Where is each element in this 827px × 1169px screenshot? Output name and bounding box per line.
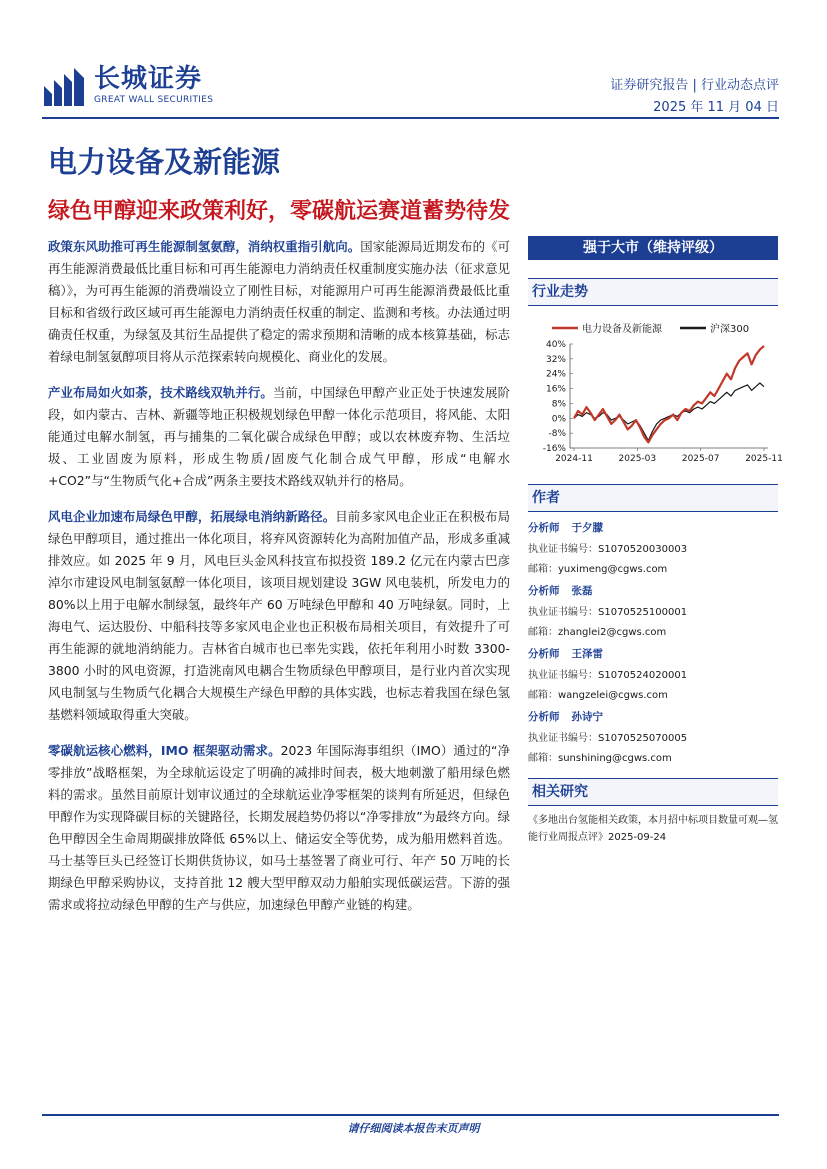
email-link[interactable]: sunshining@cgws.com bbox=[558, 753, 672, 764]
analyst-list bbox=[528, 520, 778, 764]
analyst-entry bbox=[528, 646, 778, 701]
sector-title: 电力设备及新能源 bbox=[48, 145, 281, 179]
paragraph-wind bbox=[48, 506, 510, 726]
paragraph-shipping bbox=[48, 740, 510, 916]
y-tick-label: 0% bbox=[551, 414, 566, 425]
author-heading: 作者 bbox=[528, 484, 778, 512]
report-date: 2025 年 11 月 04 日 bbox=[653, 100, 779, 115]
analyst-entry bbox=[528, 583, 778, 638]
analyst-role: 分析师 bbox=[528, 522, 560, 534]
cert-number: S1070525070005 bbox=[598, 733, 688, 744]
series-line-sector bbox=[574, 346, 764, 443]
legend-label: 电力设备及新能源 bbox=[582, 324, 662, 335]
paragraph-text: 国家能源局近期发布的《可再生能源消费最低比重目标和可再生能源电力消纳责任权重制度实施办法（征求意见稿）》，为可再生能源的消费端设立了刚性目标，对能源用户可再生能源消费最低比重目标和省级行政区域可再生能源电力消纳责任权重的制定、监测和考核。办法通过明确责任权重，为绿氢及其衍生品提供了稳定的需求预期和清晰的成本核算基础，标志着绿电制氢氨醇项目将从示范探索转向规模化、商业化的发展。 bbox=[48, 239, 511, 364]
email-link[interactable]: wangzelei@cgws.com bbox=[558, 690, 668, 701]
email-link[interactable]: yuximeng@cgws.com bbox=[558, 564, 668, 575]
email-label: 邮箱： bbox=[528, 690, 558, 701]
analyst-name: 于夕朦 bbox=[571, 522, 603, 534]
rating-badge: 强于大市（维持评级） bbox=[528, 236, 778, 260]
paragraph-lead: 零碳航运核心燃料，IMO 框架驱动需求。 bbox=[48, 743, 281, 758]
y-tick-label: 32% bbox=[545, 354, 566, 365]
y-tick-label: 8% bbox=[551, 399, 566, 410]
company-logo bbox=[42, 64, 220, 108]
cert-number: S1070525100001 bbox=[598, 607, 688, 618]
paragraph-lead: 产业布局如火如荼，技术路线双轨并行。 bbox=[48, 385, 273, 400]
trend-heading: 行业走势 bbox=[528, 278, 778, 306]
related-research-heading: 相关研究 bbox=[528, 778, 778, 806]
analyst-name: 张磊 bbox=[571, 585, 593, 597]
analyst-entry bbox=[528, 709, 778, 764]
paragraph-policy bbox=[48, 236, 510, 368]
paragraph-text: 2023 年国际海事组织（IMO）通过的“净零排放”战略框架，为全球航运设定了明确的减排时间表，极大地刺激了船用绿色燃料的需求。虽然目前原计划审议通过的全球航运业净零框架的谈判有所延迟，但绿色甲醇作为实现降碳目标的关键路径，长期发展趋势仍将以“净零排放”为最终方向。绿色甲醇因全生命周期碳排放降低 65%以上、储运安全等优势，成为船用燃料首选。马士基等巨头已经签订长期供货协议，如马士基签署了商业可行、年产 50 万吨的长期绿色甲醇采购协议，支持首批 12 艘大型甲醇双动力船舶实现低碳运营。下游的强需求或将拉动绿色甲醇的生产与供应，加速绿色甲醇产业链的构建。 bbox=[48, 743, 510, 912]
report-headline: 绿色甲醇迎来政策利好，零碳航运赛道蓄势待发 bbox=[48, 199, 511, 224]
great-wall-logo-icon bbox=[42, 64, 88, 108]
y-tick-label: -8% bbox=[548, 429, 566, 440]
cert-number: S1070524020001 bbox=[598, 670, 688, 681]
y-tick-label: 40% bbox=[545, 340, 566, 350]
analyst-role: 分析师 bbox=[528, 711, 560, 723]
paragraph-lead: 风电企业加速布局绿色甲醇，拓展绿电消纳新路径。 bbox=[48, 509, 336, 524]
email-label: 邮箱： bbox=[528, 753, 558, 764]
paragraph-text: 目前多家风电企业正在积极布局绿色甲醇项目，通过推出一体化项目，将弃风资源转化为高附加值产品，形成多重减排效应。如 2025 年 9 月，风电巨头金风科技宣布拟投资 189.2 亿元在内蒙古巴彦淖尔市建设风电制氢氨醇一体化项目，该项目规划建设 3GW 风电装机，所发电力的 80%以上用于电解水制绿氢，最终年产 60 万吨绿色甲醇和 40 万吨绿氨。同时，上海电气、运达股份、中船科技等多家风电企业也正积极布局相关项目，有效提升了可再生能源的就地消纳能力。吉林省白城市也已率先实践，依托年利用小时数 3300-3800 小时的风电资源，打造洮南风电耦合生物质绿色甲醇项目，是行业内首次实现风电制氢与生物质气化耦合大规模生产绿色甲醇的具体实践，也标志着我国在绿色氢基燃料领域取得重大突破。 bbox=[48, 509, 510, 722]
y-tick-label: 16% bbox=[545, 384, 566, 395]
logo-chinese-name: 长城证券 bbox=[94, 64, 203, 94]
cert-label: 执业证书编号： bbox=[528, 733, 598, 744]
cert-label: 执业证书编号： bbox=[528, 670, 598, 681]
report-type: 证券研究报告 | 行业动态点评 bbox=[610, 78, 779, 93]
related-research-link[interactable]: 《多地出台氢能相关政策，本月招中标项目数量可观—氢能行业周报点评》2025-09-24 bbox=[528, 815, 778, 843]
report-body bbox=[48, 236, 510, 930]
paragraph-text: 当前，中国绿色甲醇产业正处于快速发展阶段，如内蒙古、吉林、新疆等地正积极规划绿色甲醇一体化示范项目，将风能、太阳能通过电解水制氢，再与捕集的二氧化碳合成绿色甲醇；或以农林废弃物、生活垃圾、工业固废为原料，形成生物质/固废气化制合成气甲醇，形成“电解水+CO2”与“生物质气化+合成”两条主要技术路线双轨并行的格局。 bbox=[48, 385, 511, 488]
header-divider bbox=[42, 117, 779, 119]
series-line-benchmark bbox=[574, 383, 764, 441]
cert-label: 执业证书编号： bbox=[528, 607, 598, 618]
sidebar bbox=[528, 236, 783, 846]
y-tick-label: -16% bbox=[542, 444, 566, 454]
email-label: 邮箱： bbox=[528, 627, 558, 638]
x-tick-label: 2025-03 bbox=[618, 454, 657, 464]
cert-number: S1070520030003 bbox=[598, 544, 688, 555]
analyst-name: 孙诗宁 bbox=[571, 711, 603, 723]
footer-disclaimer: 请仔细阅读本报告末页声明 bbox=[347, 1122, 480, 1135]
analyst-role: 分析师 bbox=[528, 585, 560, 597]
x-tick-label: 2025-07 bbox=[681, 454, 720, 464]
email-link[interactable]: zhanglei2@cgws.com bbox=[558, 627, 667, 638]
footer-divider bbox=[42, 1114, 779, 1116]
x-tick-label: 2025-11 bbox=[745, 454, 783, 464]
analyst-role: 分析师 bbox=[528, 648, 560, 660]
x-tick-label: 2024-11 bbox=[555, 454, 593, 464]
logo-english-name: GREAT WALL SECURITIES bbox=[94, 95, 214, 105]
legend-label: 沪深300 bbox=[710, 324, 750, 335]
analyst-entry bbox=[528, 520, 778, 575]
paragraph-industry bbox=[48, 382, 510, 492]
analyst-name: 王泽雷 bbox=[571, 648, 603, 660]
cert-label: 执业证书编号： bbox=[528, 544, 598, 555]
y-tick-label: 24% bbox=[545, 369, 566, 380]
paragraph-lead: 政策东风助推可再生能源制氢氨醇，消纳权重指引航向。 bbox=[48, 239, 361, 254]
industry-trend-chart bbox=[528, 310, 783, 470]
email-label: 邮箱： bbox=[528, 564, 558, 575]
